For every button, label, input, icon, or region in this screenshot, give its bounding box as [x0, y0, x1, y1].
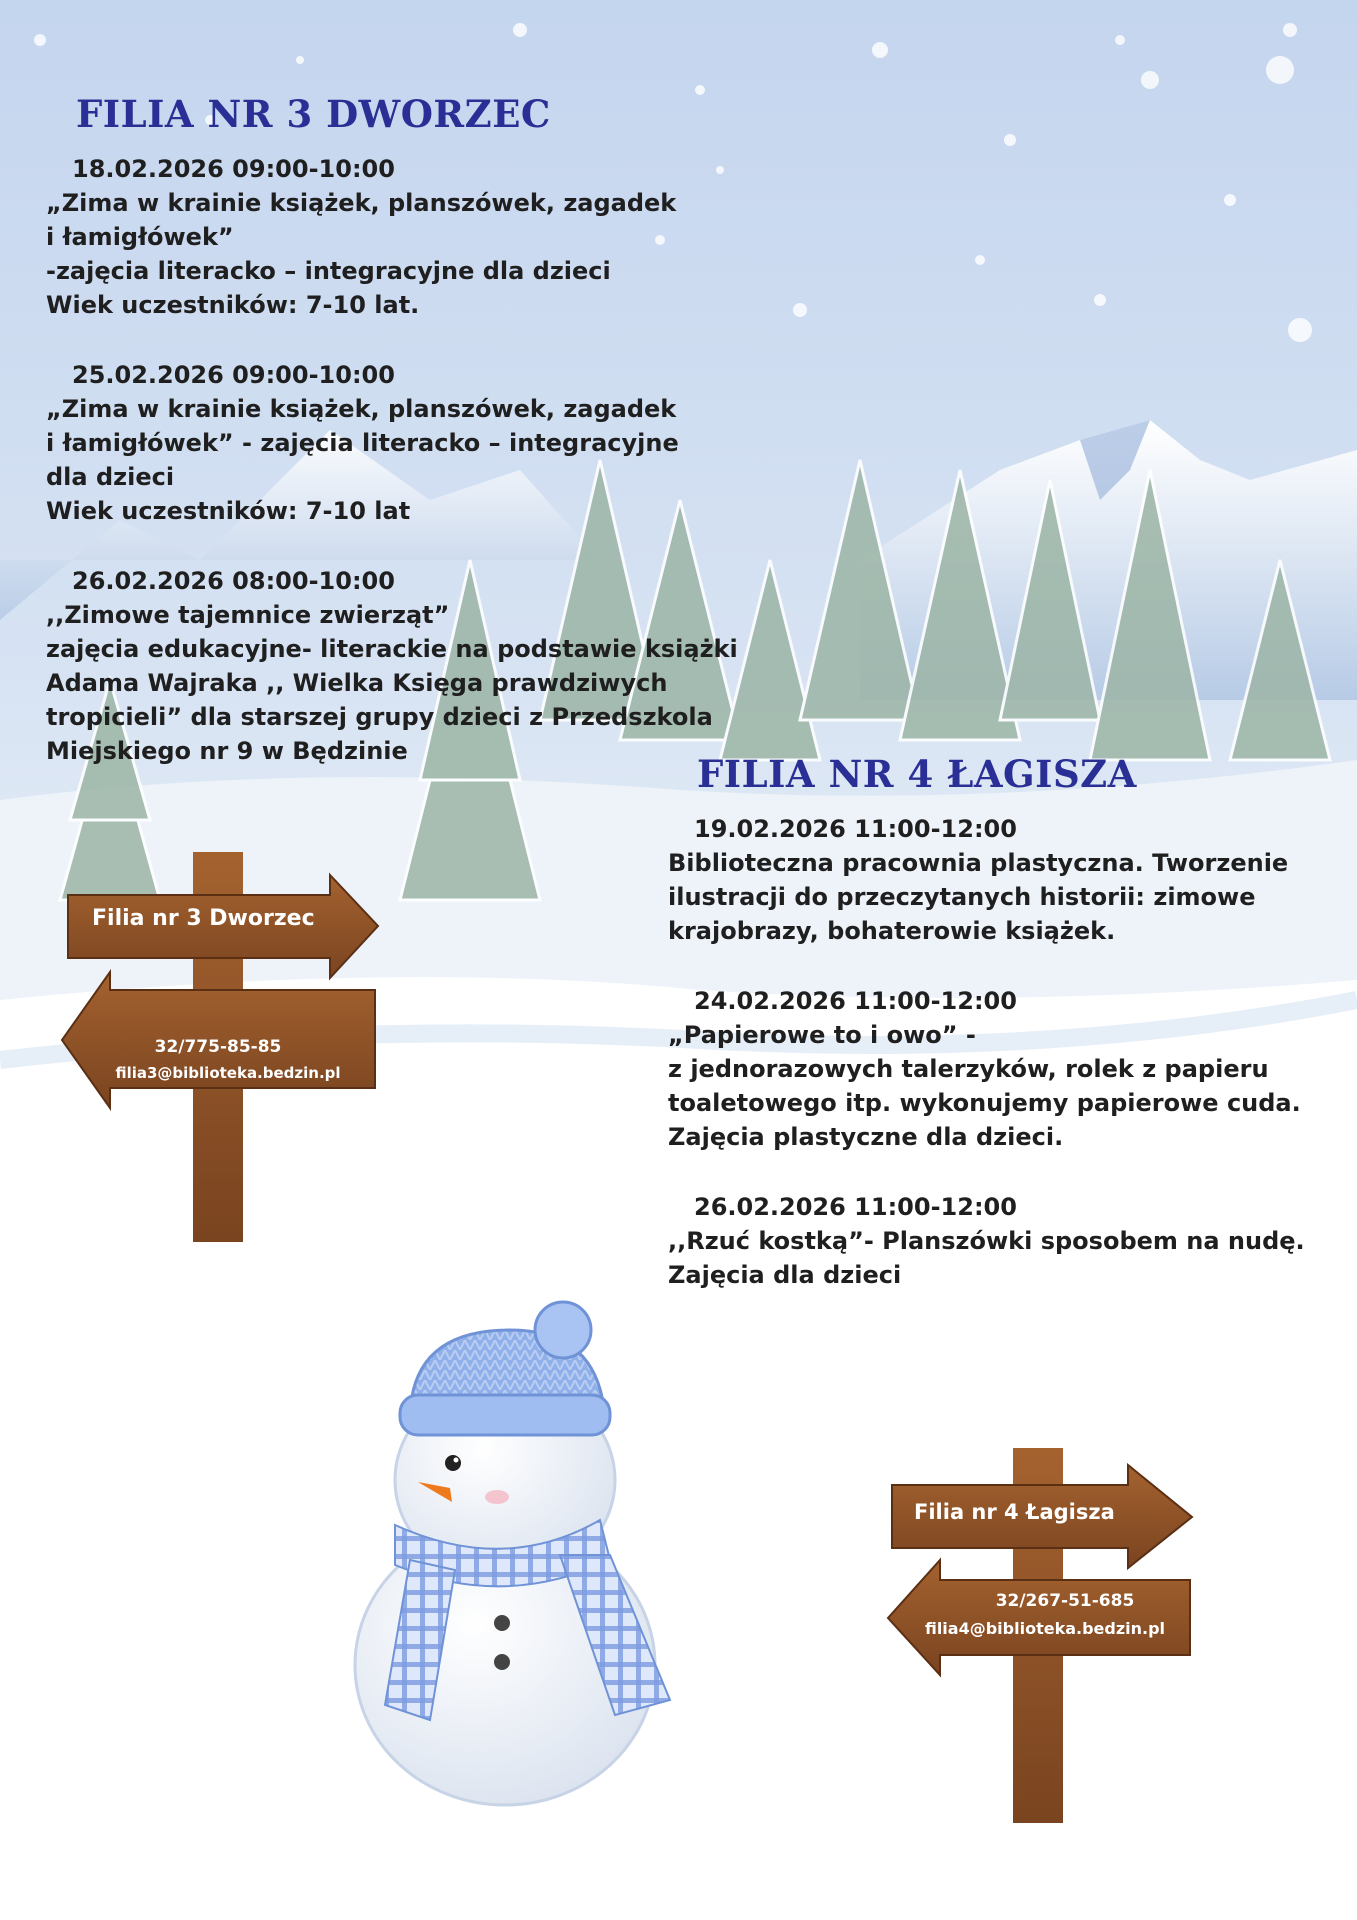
branch4-event3-line: ,,Rzuć kostką”- Planszówki sposobem na nudę.	[668, 1227, 1305, 1255]
branch4-title: FILIA NR 4 ŁAGISZA	[697, 752, 1137, 796]
sign-email-branch4: filia4@biblioteka.bedzin.pl	[924, 1619, 1166, 1638]
branch4-event2-line: toaletowego itp. wykonujemy papierowe cuda.	[668, 1089, 1301, 1117]
branch4-event1-line: krajobrazy, bohaterowie książek.	[668, 917, 1116, 945]
branch3-event3-line: zajęcia edukacyjne- literackie na podstawie książki	[46, 635, 738, 663]
branch3-event1-date: 18.02.2026 09:00-10:00	[72, 155, 395, 183]
branch3-event1-line: „Zima w krainie książek, planszówek, zagadek	[46, 189, 677, 217]
branch3-event3-line: tropicieli” dla starszej grupy dzieci z Przedszkola	[46, 703, 713, 731]
branch3-event1-line: Wiek uczestników: 7-10 lat.	[46, 291, 420, 319]
branch3-title: FILIA NR 3 DWORZEC	[76, 92, 551, 136]
sign-label-branch3: Filia nr 3 Dworzec	[92, 906, 315, 931]
branch3-event2-date: 25.02.2026 09:00-10:00	[72, 361, 395, 389]
branch4-event3-date: 26.02.2026 11:00-12:00	[694, 1193, 1017, 1221]
branch4-event2-date: 24.02.2026 11:00-12:00	[694, 987, 1017, 1015]
branch3-event2-line: i łamigłówek” - zajęcia literacko – integracyjne	[46, 429, 679, 457]
branch3-event3-line: Miejskiego nr 9 w Będzinie	[46, 737, 408, 765]
sign-label-branch4: Filia nr 4 Łagisza	[914, 1500, 1115, 1524]
branch4-event2-line: Zajęcia plastyczne dla dzieci.	[668, 1123, 1064, 1151]
sign-email-branch3: filia3@biblioteka.bedzin.pl	[115, 1064, 341, 1082]
branch4-event2-line: z jednorazowych talerzyków, rolek z papieru	[668, 1055, 1269, 1083]
branch4-event1-line: Biblioteczna pracownia plastyczna. Tworzenie	[668, 849, 1289, 877]
branch4-event1-date: 19.02.2026 11:00-12:00	[694, 815, 1017, 843]
branch4-event1-line: ilustracji do przeczytanych historii: zimowe	[668, 883, 1256, 911]
branch3-event2-line: dla dzieci	[46, 463, 175, 491]
branch3-event2-line: „Zima w krainie książek, planszówek, zagadek	[46, 395, 677, 423]
branch3-event3-line: Adama Wajraka ,, Wielka Księga prawdziwych	[46, 669, 668, 697]
branch3-event1-line: i łamigłówek”	[46, 223, 234, 251]
branch4-event3-line: Zajęcia dla dzieci	[668, 1261, 902, 1289]
sign-phone-branch3: 32/775-85-85	[154, 1037, 282, 1057]
branch3-event2-line: Wiek uczestników: 7-10 lat	[46, 497, 411, 525]
branch4-event2-line: „Papierowe to i owo” -	[668, 1021, 976, 1049]
branch3-event1-line: -zajęcia literacko – integracyjne dla dzieci	[46, 257, 611, 285]
branch3-event3-date: 26.02.2026 08:00-10:00	[72, 567, 395, 595]
branch3-event3-line: ,,Zimowe tajemnice zwierząt”	[46, 601, 450, 629]
sign-phone-branch4: 32/267-51-685	[995, 1591, 1135, 1611]
